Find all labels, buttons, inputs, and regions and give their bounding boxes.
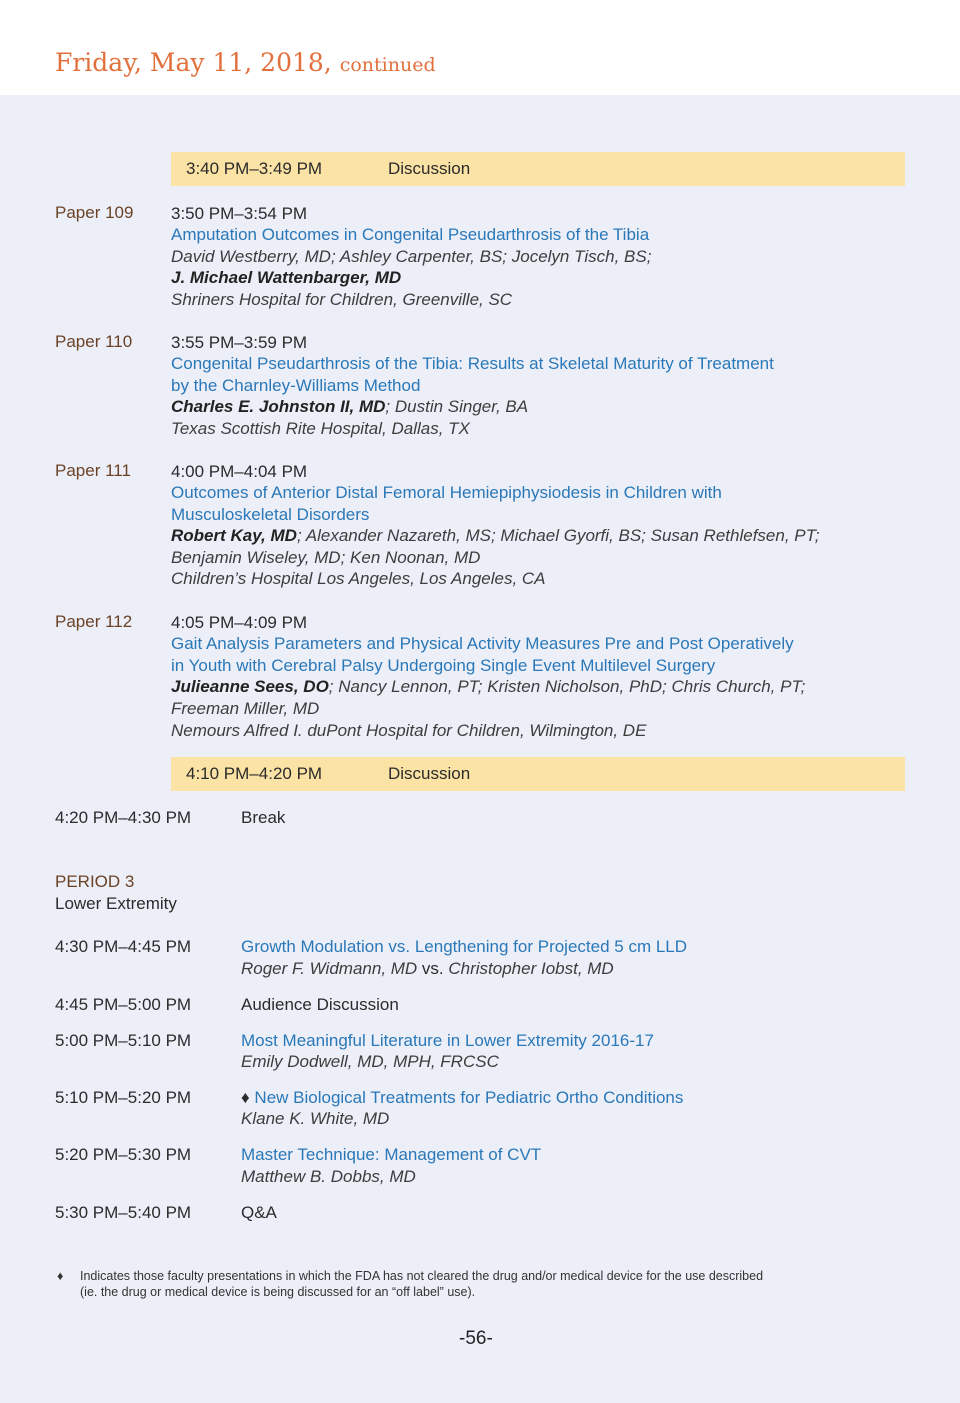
page-title: Friday, May 11, 2018, continued <box>55 48 436 77</box>
speaker-name: Emily Dodwell, MD, MPH, FRCSC <box>241 1052 499 1071</box>
paper-presenter: Charles E. Johnston II, MD <box>171 397 386 416</box>
paper-title[interactable]: Gait Analysis Parameters and Physical Activity Measures Pre and Post Operatively <box>171 634 794 653</box>
discussion-bar <box>171 757 905 791</box>
discussion-time: 3:40 PM–3:49 PM <box>186 159 323 178</box>
session-title[interactable]: Growth Modulation vs. Lengthening for Projected 5 cm LLD <box>241 937 688 956</box>
paper-label: Paper 110 <box>55 332 133 351</box>
paper-presenter: J. Michael Wattenbarger, MD <box>171 268 402 287</box>
session-title[interactable]: Master Technique: Management of CVT <box>241 1145 542 1164</box>
session-time: 5:20 PM–5:30 PM <box>55 1145 192 1164</box>
paper-presenter: Robert Kay, MD <box>171 526 297 545</box>
paper-title-cont[interactable]: by the Charnley-Williams Method <box>171 376 421 395</box>
discussion-label: Discussion <box>388 764 471 783</box>
speaker-name: Klane K. White, MD <box>241 1109 390 1128</box>
session-time: 5:00 PM–5:10 PM <box>55 1031 192 1050</box>
paper-authors: David Westberry, MD; Ashley Carpenter, BS; Jocelyn Tisch, BS; <box>171 247 652 266</box>
paper-label: Paper 109 <box>55 203 134 222</box>
paper-presenter: Julieanne Sees, DO <box>171 677 329 696</box>
diamond-icon: ♦ <box>241 1088 250 1107</box>
paper-authors-cont: Benjamin Wiseley, MD; Ken Noonan, MD <box>171 548 481 567</box>
page-number: -56- <box>459 1328 493 1349</box>
discussion-bar <box>171 152 905 186</box>
session-title[interactable]: Most Meaningful Literature in Lower Extremity 2016-17 <box>241 1031 654 1050</box>
session-label: Q&A <box>241 1203 277 1222</box>
paper-title[interactable]: Congenital Pseudarthrosis of the Tibia: Results at Skeletal Maturity of Treatment <box>171 354 774 373</box>
session-title[interactable]: New Biological Treatments for Pediatric Ortho Conditions <box>254 1088 684 1107</box>
paper-time: 3:50 PM–3:54 PM <box>171 204 308 223</box>
discussion-label: Discussion <box>388 159 471 178</box>
session-title-row <box>241 1087 683 1109</box>
footnote-text: Indicates those faculty presentations in which the FDA has not cleared the drug and/or medical device for the use described <box>80 1269 764 1283</box>
session-label: Audience Discussion <box>241 995 399 1014</box>
paper-title[interactable]: Amputation Outcomes in Congenital Pseudarthrosis of the Tibia <box>171 225 650 244</box>
footnote-text-cont: (ie. the drug or medical device is being discussed for an “off label” use). <box>80 1285 476 1299</box>
paper-time: 4:00 PM–4:04 PM <box>171 462 308 481</box>
session-time: 5:30 PM–5:40 PM <box>55 1203 192 1222</box>
period-label: PERIOD 3 <box>55 872 135 891</box>
session-time: 4:45 PM–5:00 PM <box>55 995 192 1014</box>
paper-institution: Shriners Hospital for Children, Greenville, SC <box>171 290 513 309</box>
paper-title-cont[interactable]: in Youth with Cerebral Palsy Undergoing Single Event Multilevel Surgery <box>171 656 716 675</box>
paper-institution: Nemours Alfred I. duPont Hospital for Children, Wilmington, DE <box>171 721 647 740</box>
paper-authors-cont: Freeman Miller, MD <box>171 699 320 718</box>
paper-label: Paper 111 <box>55 461 131 480</box>
paper-authors: Robert Kay, MD; Alexander Nazareth, MS; Michael Gyorfi, BS; Susan Rethlefsen, PT; <box>171 526 820 545</box>
speaker-name: Roger F. Widmann, MD <box>241 959 418 978</box>
paper-title[interactable]: Outcomes of Anterior Distal Femoral Hemiepiphysiodesis in Children with <box>171 483 722 502</box>
paper-time: 3:55 PM–3:59 PM <box>171 333 308 352</box>
discussion-time: 4:10 PM–4:20 PM <box>186 764 323 783</box>
speaker-name: Christopher Iobst, MD <box>448 959 614 978</box>
break-label: Break <box>241 808 286 827</box>
diamond-icon: ♦ <box>57 1269 64 1283</box>
paper-authors: Charles E. Johnston II, MD; Dustin Singer, BA <box>171 397 529 416</box>
paper-institution: Children’s Hospital Los Angeles, Los Angeles, CA <box>171 569 546 588</box>
speaker-name: Matthew B. Dobbs, MD <box>241 1167 416 1186</box>
versus-label: vs. <box>417 959 449 978</box>
session-speakers <box>241 958 614 980</box>
paper-institution: Texas Scottish Rite Hospital, Dallas, TX <box>171 419 470 438</box>
period-subtitle: Lower Extremity <box>55 894 177 913</box>
session-time: 4:30 PM–4:45 PM <box>55 937 192 956</box>
paper-authors: Julieanne Sees, DO; Nancy Lennon, PT; Kristen Nicholson, PhD; Chris Church, PT; <box>171 677 806 696</box>
paper-time: 4:05 PM–4:09 PM <box>171 613 308 632</box>
paper-label: Paper 112 <box>55 612 133 631</box>
break-time: 4:20 PM–4:30 PM <box>55 808 192 827</box>
paper-title-cont[interactable]: Musculoskeletal Disorders <box>171 505 370 524</box>
session-time: 5:10 PM–5:20 PM <box>55 1088 192 1107</box>
